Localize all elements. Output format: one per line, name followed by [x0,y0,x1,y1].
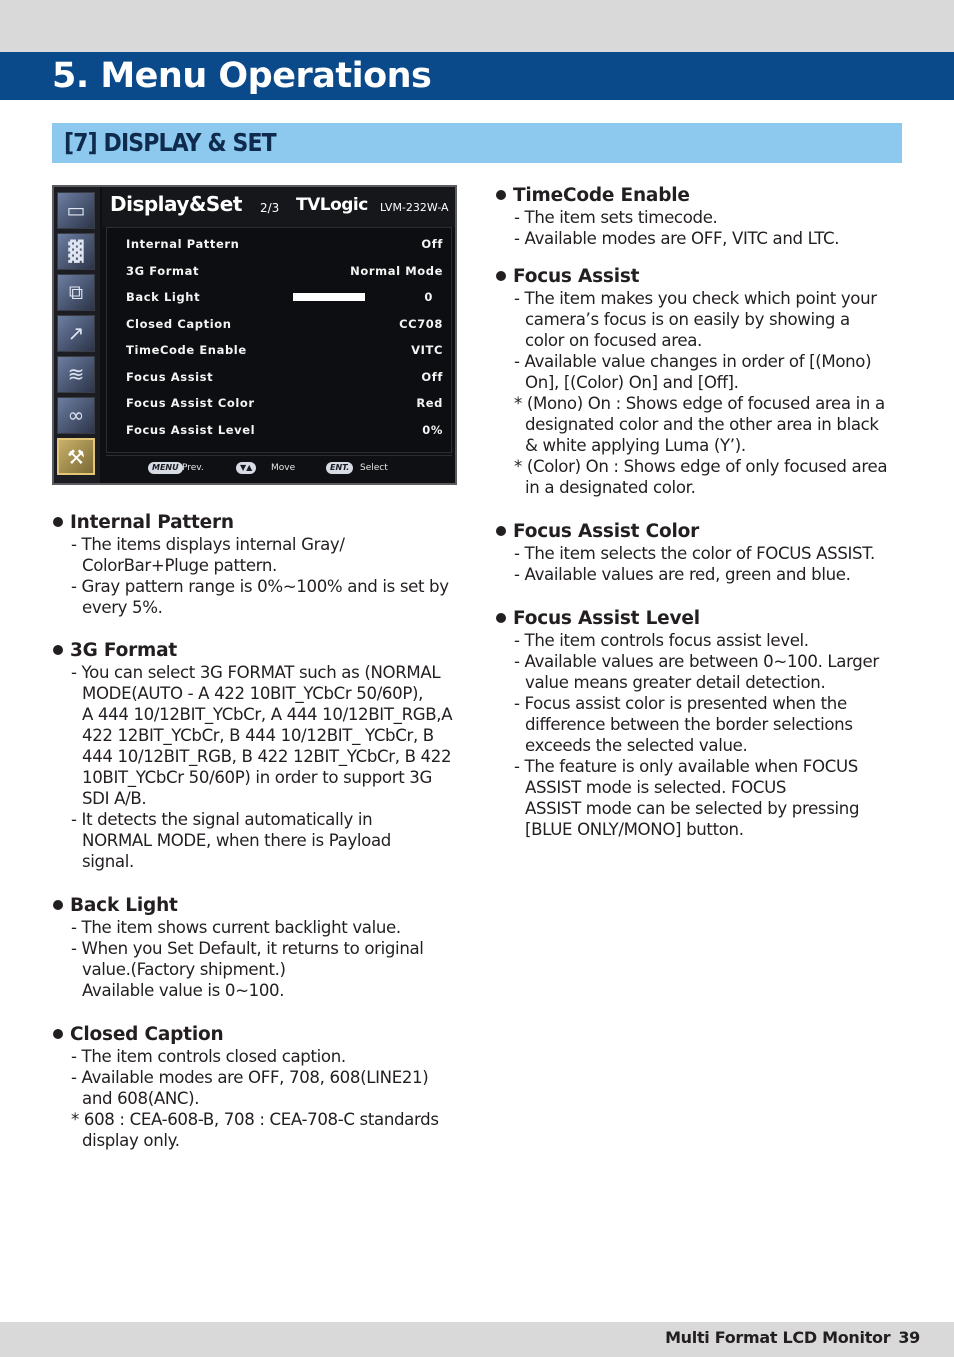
bullet-icon [53,517,63,527]
item-text: ColorBar+Pluge pattern. [82,556,277,575]
osd-brand-logo: TVLogic [296,195,368,215]
item-text: * (Mono) On : Shows edge of focused area in a [514,394,885,413]
osd-ent-key: ENT. [326,462,353,474]
item-text: designated color and the other area in black [525,415,879,434]
item-text: - It detects the signal automatically in [71,810,373,829]
item-text: A 444 10/12BIT_YCbCr, A 444 10/12BIT_RGB,A [82,705,453,724]
item-text: 422 12BIT_YCbCr, B 444 10/12BIT_ YCbCr, B [82,726,434,745]
item-text: [BLUE ONLY/MONO] button. [525,820,744,839]
osd-row-label: Focus Assist Color [126,396,255,410]
osd-select-label: Select [360,463,388,473]
item-text: - The feature is only available when FOCUS [514,757,858,776]
item-heading-3g-format: 3G Format [53,640,177,662]
osd-row-value: VITC [411,343,443,357]
multi-window-icon: ⧉ [57,274,95,311]
item-text: and 608(ANC). [82,1089,200,1108]
item-heading-timecode-enable: TimeCode Enable [496,185,690,207]
osd-row-label: Closed Caption [126,316,232,331]
osd-prev-label: Prev. [182,463,204,473]
item-text: - The item shows current backlight value. [71,918,401,937]
item-text: - The item controls closed caption. [71,1047,346,1066]
item-text: * 608 : CEA-608-B, 708 : CEA-708-C standards [71,1110,439,1129]
item-text: NORMAL MODE, when there is Payload [82,831,391,850]
osd-move-label: Move [271,463,296,473]
bullet-icon [496,526,506,536]
item-heading-focus-assist-level: Focus Assist Level [496,608,700,630]
osd-menu-row [107,258,451,284]
osd-row-label: Internal Pattern [126,237,240,251]
page-number: 39 [898,1328,920,1347]
item-text: - Gray pattern range is 0%~100% and is set by [71,577,449,596]
item-text: color on focused area. [525,331,702,350]
item-text: SDI A/B. [82,789,147,808]
bullet-icon [496,613,506,623]
bullet-icon [53,1029,63,1039]
item-heading-internal-pattern: Internal Pattern [53,512,234,534]
osd-row-value: Red [416,396,443,410]
item-text: signal. [82,852,134,871]
osd-arrow-key: ▼▲ [236,462,256,474]
item-text: - Available values are between 0~100. Larger [514,652,879,671]
backlight-level-bar [293,293,365,301]
item-text: every 5%. [82,598,163,617]
item-text: - When you Set Default, it returns to original [71,939,424,958]
osd-model: LVM-232W-A [380,201,449,214]
item-text: - The item controls focus assist level. [514,631,809,650]
item-heading-focus-assist-color: Focus Assist Color [496,521,699,543]
bullet-icon [53,645,63,655]
item-text: difference between the border selections [525,715,853,734]
item-text: 444 10/12BIT_RGB, B 422 12BIT_YCbCr, B 422 [82,747,452,766]
osd-menu-key: MENU [148,462,183,474]
bullet-icon [53,900,63,910]
chapter-title: 5. Menu Operations [52,56,432,96]
item-text: - The items displays internal Gray/ [71,535,345,554]
item-text: - Available value changes in order of [(Mono) [514,352,872,371]
osd-menu-row [107,311,451,337]
osd-menu-row [107,390,451,416]
color-bars-icon: ▓ [57,233,95,270]
bullet-icon [496,190,506,200]
item-text: exceeds the selected value. [525,736,748,755]
item-text: * (Color) On : Shows edge of only focused area [514,457,888,476]
item-text: On], [(Color) On] and [Off]. [525,373,739,392]
item-text: display only. [82,1131,180,1150]
osd-menu-screenshot [52,185,457,485]
item-text: - You can select 3G FORMAT such as (NORMAL [71,663,441,682]
osd-page-indicator: 2/3 [260,201,280,215]
item-text: ASSIST mode can be selected by pressing [525,799,860,818]
osd-menu-row [107,231,451,257]
item-text: camera’s focus is on easily by showing a [525,310,850,329]
osd-row-value: Normal Mode [350,263,443,278]
osd-icon-column [54,187,100,483]
osd-footer [106,455,452,482]
link-rings-icon: ∞ [57,397,95,434]
osd-row-value: 0% [422,422,443,437]
osd-row-label: Focus Assist [126,369,214,384]
osd-row-value: 0 [424,290,433,304]
osd-title: Display&Set [110,192,242,216]
item-heading-focus-assist: Focus Assist [496,266,639,288]
osd-menu-list [106,227,452,453]
osd-menu-row [107,364,451,390]
item-text: - The item sets timecode. [514,208,718,227]
item-text: in a designated color. [525,478,696,497]
osd-row-label: 3G Format [126,263,200,278]
osd-row-value: CC708 [399,316,443,331]
item-text: - The item selects the color of FOCUS ASSIST. [514,544,875,563]
chapter-header [0,52,954,100]
osd-menu-row [107,417,451,443]
waveform-icon: ≋ [57,356,95,393]
item-text: value means greater detail detection. [525,673,826,692]
backlight-level-fill [293,293,365,301]
section-title: [7] DISPLAY & SET [64,128,276,157]
item-text: - Focus assist color is presented when the [514,694,847,713]
item-text: Available value is 0~100. [82,981,285,1000]
item-text: - Available values are red, green and blue. [514,565,851,584]
section-header [52,123,902,163]
osd-row-label: Back Light [126,290,201,304]
bullet-icon [496,271,506,281]
item-text: - Available modes are OFF, VITC and LTC. [514,229,840,248]
item-text: - Available modes are OFF, 708, 608(LINE21) [71,1068,429,1087]
item-text: value.(Factory shipment.) [82,960,286,979]
osd-header [102,187,455,227]
osd-menu-row [107,284,451,310]
footer-product: Multi Format LCD Monitor [665,1328,891,1347]
satellite-dish-icon: ↗ [57,315,95,352]
monitor-icon: ▭ [57,192,95,229]
osd-row-value: Off [421,369,443,384]
item-text: & white applying Luma (Y’). [525,436,746,455]
item-heading-back-light: Back Light [53,895,178,917]
item-text: 10BIT_YCbCr 50/60P) in order to support 3G [82,768,432,787]
item-text: - The item makes you check which point your [514,289,877,308]
footer-text [665,1322,920,1354]
item-text: ASSIST mode is selected. FOCUS [525,778,787,797]
top-band [0,0,954,52]
page-footer [0,1322,954,1357]
wrench-icon: ⚒ [57,438,95,475]
item-text: MODE(AUTO - A 422 10BIT_YCbCr 50/60P), [82,684,424,703]
osd-row-label: TimeCode Enable [126,343,247,357]
item-heading-closed-caption: Closed Caption [53,1024,223,1046]
osd-menu-row [107,337,451,363]
osd-row-value: Off [421,237,443,251]
osd-row-label: Focus Assist Level [126,422,256,437]
